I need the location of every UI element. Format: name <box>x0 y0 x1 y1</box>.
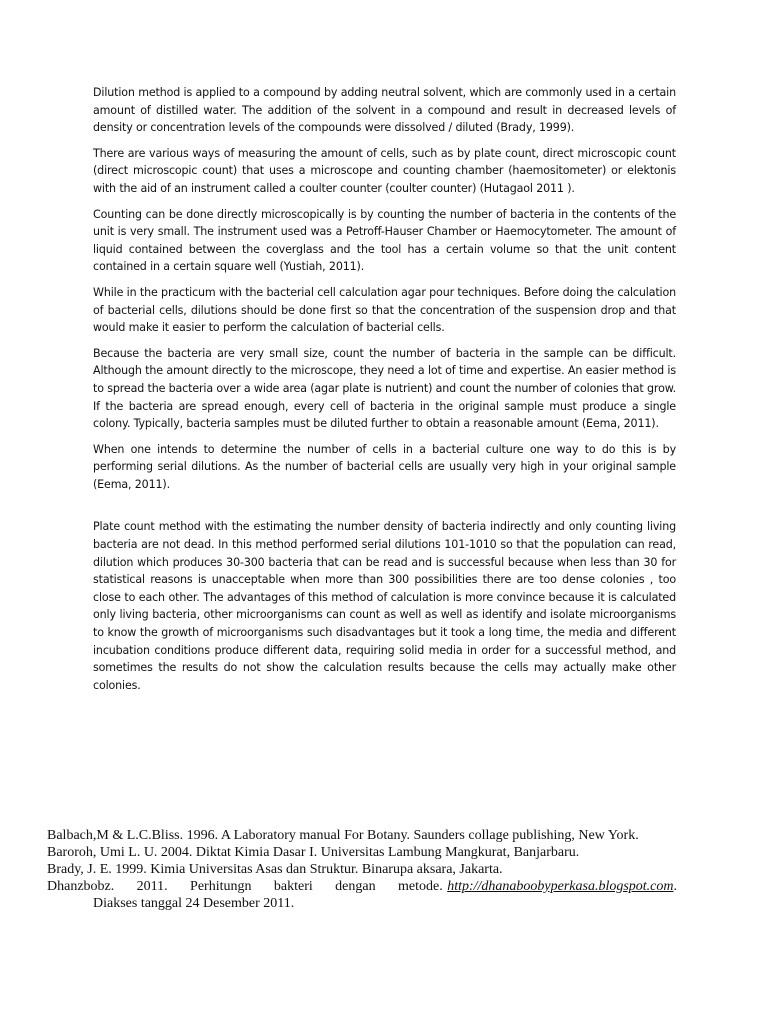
paragraph-dilution-method: Dilution method is applied to a compound by adding neutral solvent, which are commonly used in a certain amount of distilled water. The addition of the solvent in a compound and result in decreased levels of density or concentration levels of the compounds were dissolved / diluted (Brady, 1999). <box>93 86 676 135</box>
body-text <box>93 84 676 702</box>
reference-item <box>47 878 684 912</box>
reference-text-after: . Diakses tanggal 24 Desember 2011. <box>93 879 684 911</box>
paragraph-practicum: While in the practicum with the bacterial cell calculation agar pour techniques. Before doing the calculation of bacterial cells, dilutions should be done first so that the concentration of the suspension drop and that would make it easier to perform the calculation of bacterial cells. <box>93 285 676 335</box>
reference-item: Balbach,M & L.C.Bliss. 1996. A Laboratory manual For Botany. Saunders collage publishing, New York. <box>47 828 639 843</box>
reference-text: Dhanzbobz. 2011. Perhitungn bakteri dengan metode. <box>47 879 448 894</box>
reference-link[interactable]: http://dhanaboobyperkasa.blogspot.com <box>447 879 674 894</box>
reference-item: Baroroh, Umi L. U. 2004. Diktat Kimia Dasar I. Universitas Lambung Mangkurat, Banjarbaru. <box>47 845 580 860</box>
paragraph-measuring-cells: There are various ways of measuring the amount of cells, such as by plate count, direct microscopic count (direct microscopic count) that uses a microscope and counting chamber (haemositometer) or elektonis with the aid of an instrument called a coulter counter (coulter counter) (Hutagaol 2011 ). <box>93 146 676 195</box>
paragraph-serial-dilutions: When one intends to determine the number of cells in a bacterial culture one way to do this is by performing serial dilutions. As the number of bacterial cells are usually very high in your original sample (Eema, 2011). <box>93 442 676 491</box>
paragraph-direct-counting: Counting can be done directly microscopically is by counting the number of bacteria in the contents of the unit is very small. The instrument used was a Petroff-Hauser Chamber or Haemocytometer. The amount of liquid contained between the coverglass and the tool has a certain volume so that the unit content contained in a certain square well (Yustiah, 2011). <box>93 207 676 274</box>
paragraph-plate-count: Plate count method with the estimating the number density of bacteria indirectly and only counting living bacteria are not dead. In this method performed serial dilutions 101-1010 so that the population can read, dilution which produces 30-300 bacteria that can be read and is successful because when less than 30 for statistical reasons is unacceptable when more than 300 possibilities there are too dense colonies , too close to each other. The advantages of this method of calculation is more convince because it is calculated only living bacteria, other microorganisms can count as well as well as identify and isolate microorganisms to know the growth of microorganisms such disadvantages but it took a long time, the media and different incubation conditions produce different data, requiring solid media in order for a successful method, and sometimes the results do not show the calculation results because the cells may actually make other colonies. <box>93 520 676 692</box>
paragraph-spread-method: Because the bacteria are very small size, count the number of bacteria in the sample can be difficult. Although the amount directly to the microscope, they need a lot of time and expertise. An easier method is to spread the bacteria over a wide area (agar plate is nutrient) and count the number of colonies that grow. If the bacteria are spread enough, every cell of bacteria in the original sample must produce a single colony. Typically, bacteria samples must be diluted further to obtain a reasonable amount (Eema, 2011). <box>93 346 676 431</box>
reference-list <box>47 827 684 912</box>
reference-item: Brady, J. E. 1999. Kimia Universitas Asas dan Struktur. Binarupa aksara, Jakarta. <box>47 862 503 877</box>
